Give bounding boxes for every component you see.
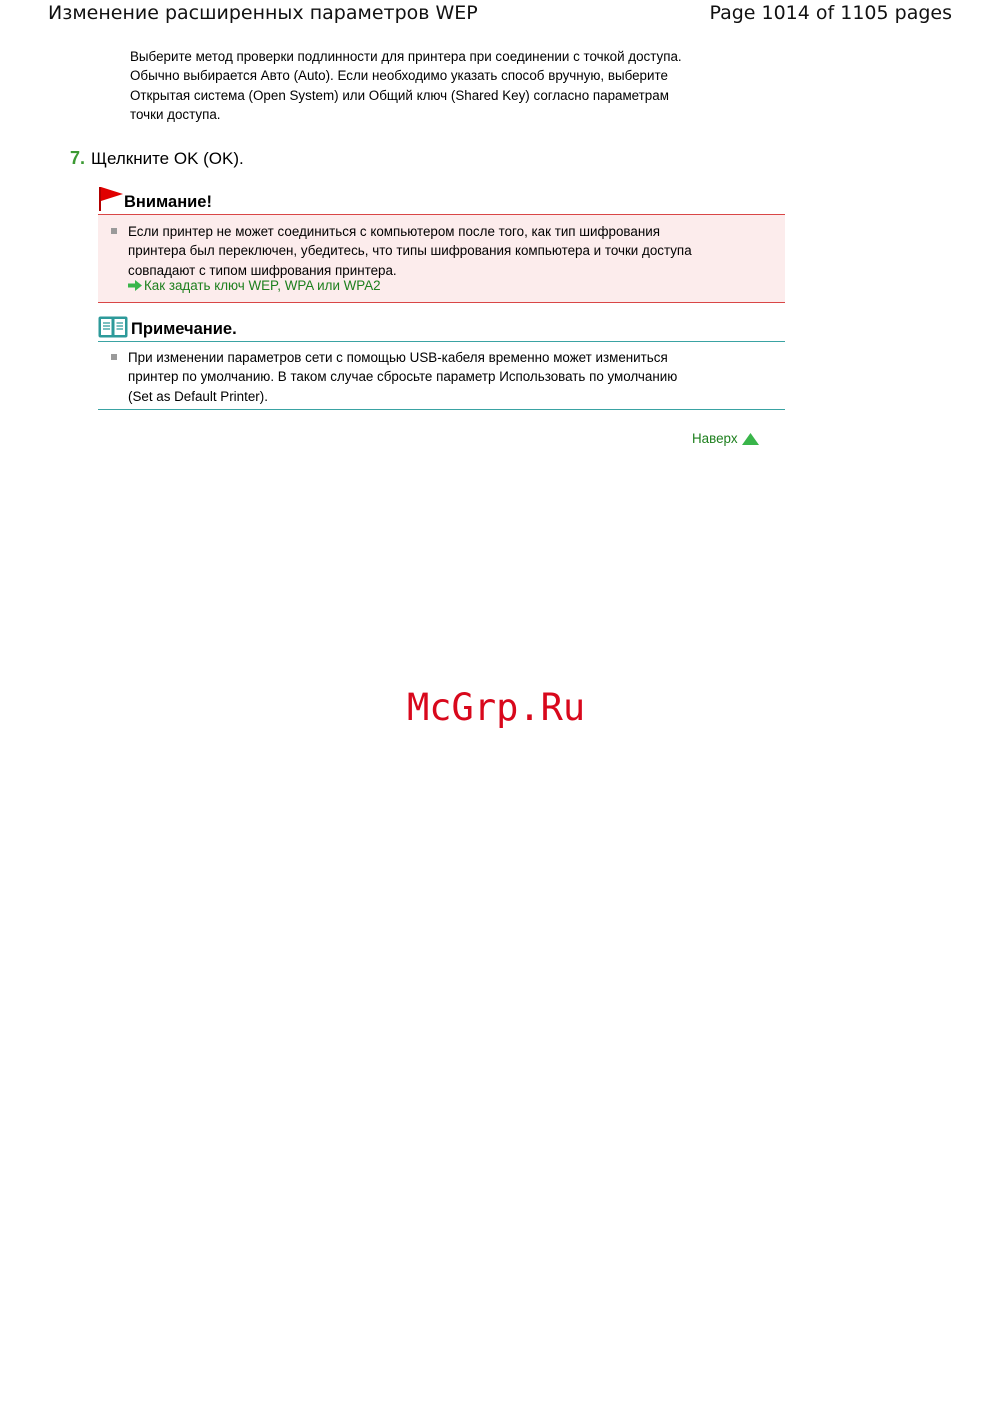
back-to-top-label: Наверх bbox=[692, 431, 738, 446]
watermark: McGrp.Ru bbox=[407, 686, 586, 729]
back-to-top-link[interactable] bbox=[692, 431, 759, 446]
step-text: Щелкните OK (OK). bbox=[91, 149, 244, 168]
warning-header bbox=[98, 186, 785, 214]
page-indicator: Page 1014 of 1105 pages bbox=[709, 2, 952, 24]
warning-line: принтера был переключен, убедитесь, что типы шифрования компьютера и точки доступа bbox=[128, 243, 692, 259]
warning-line: Если принтер не может соединиться с компьютером после того, как тип шифрования bbox=[128, 224, 660, 239]
warning-title: Внимание! bbox=[124, 193, 212, 211]
note-line: (Set as Default Printer). bbox=[128, 388, 268, 404]
note-text bbox=[128, 348, 778, 406]
bullet-icon bbox=[111, 228, 117, 234]
warning-text bbox=[128, 222, 778, 280]
note-line: При изменении параметров сети с помощью USB-кабеля временно может измениться bbox=[128, 350, 668, 365]
step-7 bbox=[70, 148, 244, 169]
wep-key-link-label: Как задать ключ WEP, WPA или WPA2 bbox=[144, 278, 381, 293]
page-title: Изменение расширенных параметров WEP bbox=[48, 2, 478, 24]
green-arrow-icon bbox=[128, 280, 142, 291]
open-book-icon bbox=[98, 316, 128, 338]
note-box bbox=[98, 341, 785, 410]
intro-line: Выберите метод проверки подлинности для принтера при соединении с точкой доступа. bbox=[130, 49, 682, 64]
note-title: Примечание. bbox=[131, 320, 237, 338]
warning-line: совпадают с типом шифрования принтера. bbox=[128, 262, 397, 278]
step-number: 7. bbox=[70, 148, 86, 168]
note-header bbox=[98, 314, 785, 341]
warning-box bbox=[98, 214, 785, 303]
note-line: принтер по умолчанию. В таком случае сбросьте параметр Использовать по умолчанию bbox=[128, 369, 678, 385]
intro-line: точки доступа. bbox=[130, 106, 221, 122]
intro-line: Обычно выбирается Авто (Auto). Если необходимо указать способ вручную, выберите bbox=[130, 68, 668, 84]
wep-key-link[interactable] bbox=[128, 278, 381, 293]
up-triangle-icon bbox=[742, 433, 759, 445]
intro-line: Открытая система (Open System) или Общий ключ (Shared Key) согласно параметрам bbox=[130, 87, 669, 103]
bullet-icon bbox=[111, 354, 117, 360]
intro-paragraph bbox=[130, 47, 760, 124]
red-flag-icon bbox=[98, 186, 124, 212]
